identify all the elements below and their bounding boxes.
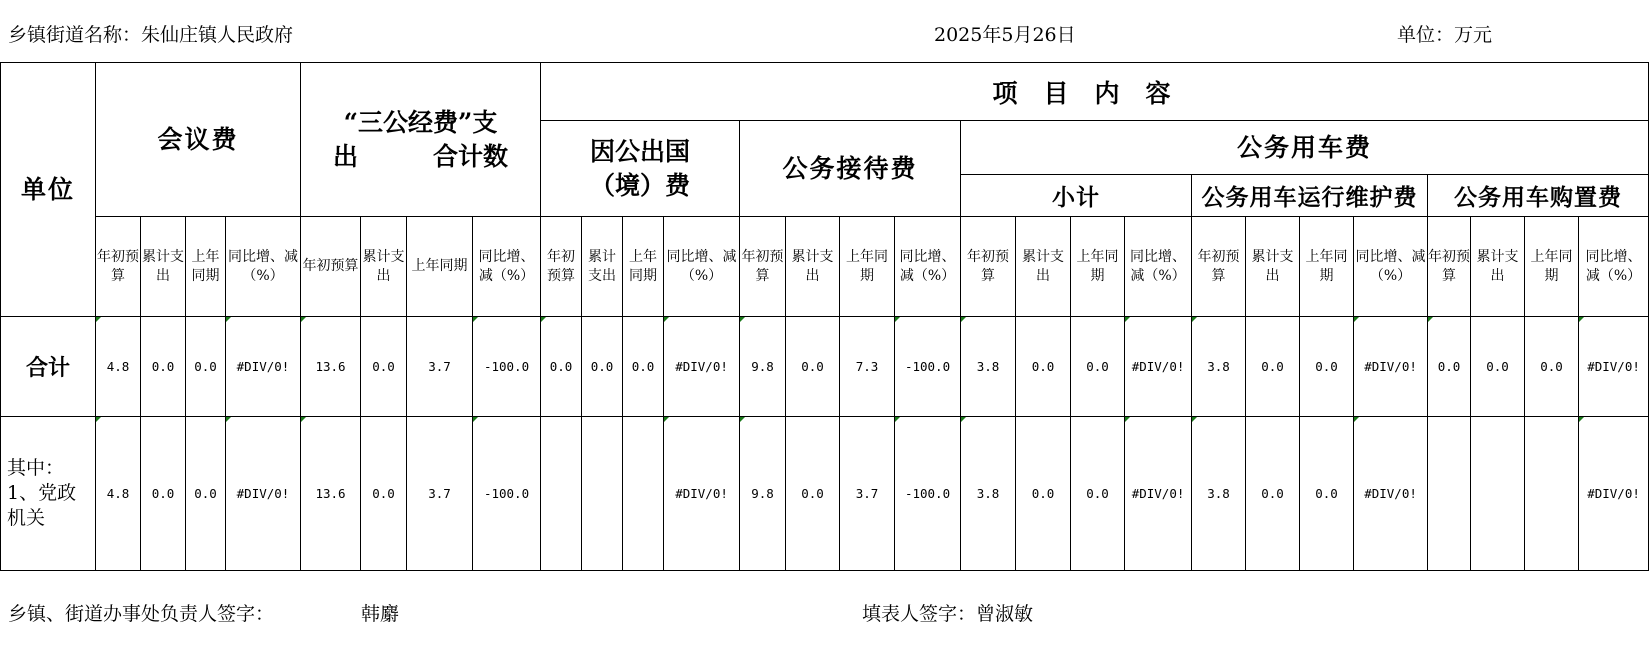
table-cell: 3.7 — [840, 417, 895, 571]
table-cell: #DIV/0! — [1125, 317, 1192, 417]
table-cell: #DIV/0! — [226, 417, 301, 571]
table-cell — [582, 417, 623, 571]
table-cell: -100.0 — [473, 417, 541, 571]
table-cell: 0.0 — [141, 417, 186, 571]
column-subheader: 累计支出 — [361, 217, 407, 317]
column-subheader: 同比增、减（%） — [473, 217, 541, 317]
project-content-header: 项目内容 — [541, 63, 1649, 121]
table-cell: 7.3 — [840, 317, 895, 417]
table-cell: 0.0 — [1300, 417, 1354, 571]
column-subheader: 年初预算 — [1192, 217, 1246, 317]
abroad-fee-line1: 因公出国 — [590, 136, 691, 166]
table-cell: -100.0 — [473, 317, 541, 417]
table-cell: 9.8 — [740, 317, 786, 417]
table-cell: 0.0 — [1016, 417, 1071, 571]
meeting-fee-header: 会议费 — [96, 63, 301, 217]
column-subheader: 累计支出 — [1016, 217, 1071, 317]
row-label-total: 合计 — [1, 317, 96, 417]
table-cell: #DIV/0! — [1579, 417, 1649, 571]
column-subheader: 累计支出 — [141, 217, 186, 317]
column-subheader: 同比增、减（%） — [1354, 217, 1428, 317]
table-cell: 13.6 — [301, 317, 361, 417]
column-subheader: 年初预算 — [96, 217, 141, 317]
table-cell: 3.8 — [1192, 417, 1246, 571]
vehicle-purchase-header: 公务用车购置费 — [1428, 175, 1649, 217]
table-cell: 0.0 — [1471, 317, 1525, 417]
report-date: 2025年5月26日 — [934, 24, 1076, 46]
table-cell: 0.0 — [623, 317, 664, 417]
expense-table — [0, 62, 1649, 571]
column-subheader: 累计支出 — [582, 217, 623, 317]
table-row-total — [1, 317, 1649, 417]
table-cell: 0.0 — [361, 417, 407, 571]
town-name: 乡镇街道名称：朱仙庄镇人民政府 — [8, 24, 294, 46]
table-cell: 4.8 — [96, 317, 141, 417]
column-subheader: 上年同期 — [1300, 217, 1354, 317]
table-cell: 0.0 — [1071, 317, 1125, 417]
table-cell: 3.8 — [961, 417, 1016, 571]
table-cell: #DIV/0! — [664, 317, 740, 417]
column-subheader: 上年同期 — [1525, 217, 1579, 317]
reception-fee-header: 公务接待费 — [740, 121, 961, 217]
column-subheader: 上年同期 — [623, 217, 664, 317]
table-cell: #DIV/0! — [1354, 417, 1428, 571]
column-subheader: 年初预算 — [961, 217, 1016, 317]
table-cell: 0.0 — [1016, 317, 1071, 417]
vehicle-fee-header: 公务用车费 — [961, 121, 1649, 175]
sangong-total-line2: 出 合计数 — [333, 141, 509, 171]
unit-column-header: 单位 — [1, 63, 96, 317]
table-cell: 0.0 — [1428, 317, 1471, 417]
row-label-line2: 1、党政 — [7, 482, 77, 504]
table-cell: 3.8 — [961, 317, 1016, 417]
table-cell: 0.0 — [786, 317, 840, 417]
abroad-fee-header — [541, 121, 740, 217]
unit-label: 单位：万元 — [1397, 24, 1493, 46]
column-subheader: 上年同期 — [186, 217, 226, 317]
column-subheader: 同比增、减（%） — [1125, 217, 1192, 317]
row-label-line1: 其中： — [7, 457, 65, 479]
table-cell: 4.8 — [96, 417, 141, 571]
signature-footer — [0, 578, 1649, 647]
table-cell: 0.0 — [1246, 417, 1300, 571]
table-cell — [541, 417, 582, 571]
vehicle-maintenance-header: 公务用车运行维护费 — [1192, 175, 1428, 217]
table-row-party-organs — [1, 417, 1649, 571]
table-cell: -100.0 — [895, 317, 961, 417]
table-cell: 0.0 — [186, 417, 226, 571]
column-subheader: 同比增、减（%） — [664, 217, 740, 317]
column-subheader: 同比增、减（%） — [895, 217, 961, 317]
table-cell — [1525, 417, 1579, 571]
table-cell: 0.0 — [541, 317, 582, 417]
row-label-line3: 机关 — [7, 507, 46, 529]
column-subheader: 累计支出 — [786, 217, 840, 317]
table-cell: 0.0 — [141, 317, 186, 417]
table-cell: 0.0 — [582, 317, 623, 417]
column-subheader: 同比增、减（%） — [226, 217, 301, 317]
column-subheader: 累计支出 — [1246, 217, 1300, 317]
vehicle-subtotal-header: 小计 — [961, 175, 1192, 217]
column-subheader: 年初预算 — [1428, 217, 1471, 317]
table-cell: 0.0 — [1246, 317, 1300, 417]
column-subheader: 年初预算 — [541, 217, 582, 317]
report-header — [0, 0, 1649, 62]
column-subheader: 年初预算 — [740, 217, 786, 317]
table-cell: 3.8 — [1192, 317, 1246, 417]
table-cell: #DIV/0! — [664, 417, 740, 571]
subheader-row — [1, 217, 1649, 317]
column-subheader: 上年同期 — [840, 217, 895, 317]
filler-signature-label: 填表人签字：曾淑敏 — [862, 603, 1034, 625]
table-cell: -100.0 — [895, 417, 961, 571]
sangong-total-header — [301, 63, 541, 217]
column-subheader: 累计支出 — [1471, 217, 1525, 317]
table-cell: 13.6 — [301, 417, 361, 571]
row-label-party-organs — [1, 417, 96, 571]
column-subheader: 上年同期 — [407, 217, 473, 317]
column-subheader: 年初预算 — [301, 217, 361, 317]
table-cell: 0.0 — [1525, 317, 1579, 417]
sangong-total-line1: “三公经费”支 — [343, 107, 498, 137]
table-cell — [1428, 417, 1471, 571]
table-cell — [1471, 417, 1525, 571]
table-cell: #DIV/0! — [226, 317, 301, 417]
table-cell: 3.7 — [407, 317, 473, 417]
responsible-signature-label: 乡镇、街道办事处负责人签字： — [8, 603, 275, 625]
table-cell: 0.0 — [1300, 317, 1354, 417]
abroad-fee-line2: （境）费 — [590, 170, 691, 200]
table-cell: 9.8 — [740, 417, 786, 571]
table-cell: 0.0 — [1071, 417, 1125, 571]
table-cell: 3.7 — [407, 417, 473, 571]
responsible-signature-name: 韩麝 — [361, 603, 400, 625]
table-cell: #DIV/0! — [1125, 417, 1192, 571]
table-cell: 0.0 — [786, 417, 840, 571]
table-cell: 0.0 — [186, 317, 226, 417]
column-subheader: 同比增、减（%） — [1579, 217, 1649, 317]
column-subheader: 上年同期 — [1071, 217, 1125, 317]
table-cell — [623, 417, 664, 571]
table-cell: #DIV/0! — [1354, 317, 1428, 417]
table-cell: 0.0 — [361, 317, 407, 417]
table-cell: #DIV/0! — [1579, 317, 1649, 417]
